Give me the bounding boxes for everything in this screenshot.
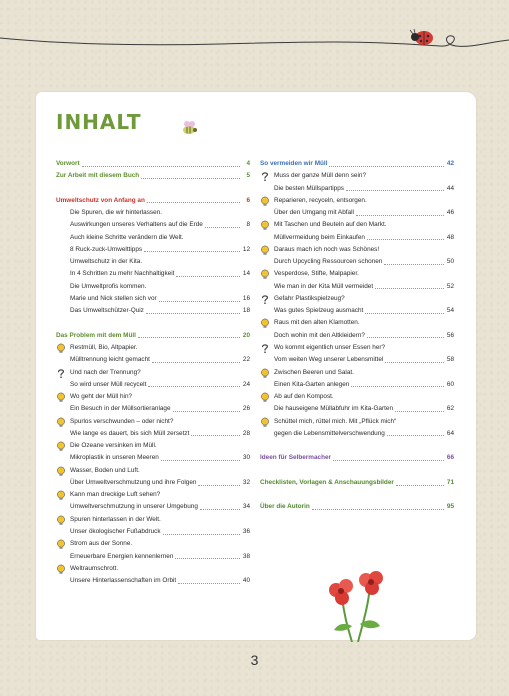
- toc-entry: [260, 379, 454, 391]
- toc-entry-text: Marie und Nick stellen sich vor: [70, 294, 157, 302]
- toc-section-heading: [56, 195, 250, 207]
- toc-dot-leader: [367, 337, 444, 338]
- toc-entry-text: Die Umweltprofis kommen.: [70, 282, 147, 290]
- toc-page-number: 26: [242, 405, 250, 413]
- question-mark-icon: [260, 294, 270, 305]
- toc-page-number: 48: [446, 233, 454, 241]
- toc-entry: [56, 281, 250, 293]
- toc-entry: [260, 183, 454, 195]
- toc-entry: [56, 305, 250, 317]
- question-mark-icon: [260, 171, 270, 182]
- toc-entry-text: Über den Umgang mit Abfall: [274, 209, 354, 217]
- toc-page-number: 95: [446, 503, 454, 511]
- toc-entry: [56, 563, 250, 575]
- toc-entry-text: Unser ökologischer Fußabdruck: [70, 527, 161, 535]
- toc-dot-leader: [175, 558, 240, 559]
- toc-section-heading: [56, 170, 250, 182]
- toc-entry: [260, 244, 454, 256]
- toc-spacer: [56, 183, 250, 195]
- toc-entry-text: Müllvermeidung beim Einkaufen: [274, 233, 365, 241]
- question-mark-icon: [56, 368, 66, 379]
- toc-entry-text: Ein Besuch in der Müllsortieranlage: [70, 405, 171, 413]
- toc-entry: [56, 416, 250, 428]
- toc-entry: [56, 501, 250, 513]
- toc-dot-leader: [161, 460, 240, 461]
- toc-section-heading: [260, 158, 454, 170]
- lightbulb-icon: [56, 564, 66, 575]
- toc-entry-text: Restmüll, Bio, Altpapier.: [70, 343, 138, 351]
- toc-dot-leader: [146, 313, 240, 314]
- toc-dot-leader: [375, 288, 444, 289]
- lightbulb-icon: [260, 196, 270, 207]
- toc-entry: [260, 342, 454, 354]
- toc-dot-leader: [351, 386, 444, 387]
- toc-entry: [260, 195, 454, 207]
- toc-page-number: 42: [446, 160, 454, 167]
- toc-page-number: 6: [246, 196, 250, 204]
- toc-entry: [260, 293, 454, 305]
- toc-dot-leader: [384, 264, 444, 265]
- toc-dot-leader: [200, 509, 240, 510]
- toc-page-number: 24: [242, 380, 250, 388]
- toc-dot-leader: [191, 435, 240, 436]
- toc-entry-text: Auch kleine Schritte verändern die Welt.: [70, 233, 184, 241]
- toc-entry-text: Durch Upcycling Ressourcen schonen: [274, 258, 383, 266]
- toc-spacer: [260, 465, 454, 477]
- toc-section-heading: [56, 158, 250, 170]
- toc-page-number: 56: [446, 331, 454, 339]
- toc-dot-leader: [312, 509, 444, 510]
- toc-entry-text: Doch wohin mit den Altkleidern?: [274, 331, 365, 339]
- toc-entry-text: Kann man dreckige Luft sehen?: [70, 491, 161, 499]
- toc-entry: [56, 367, 250, 379]
- toc-page-number: 5: [246, 172, 250, 180]
- toc-page-number: 46: [446, 209, 454, 217]
- toc-entry-text: Raus mit den alten Klamotten.: [274, 319, 360, 327]
- toc-entry: [260, 170, 454, 182]
- toc-page-number: 44: [446, 184, 454, 192]
- toc-entry-text: Und nach der Trennung?: [70, 368, 141, 376]
- toc-entry-text: Ab auf den Kompost.: [274, 393, 334, 401]
- toc-spacer: [260, 440, 454, 452]
- toc-entry: [56, 428, 250, 440]
- toc-dot-leader: [152, 362, 240, 363]
- toc-entry-text: Umweltschutz in der Kita.: [70, 258, 143, 266]
- toc-dot-leader: [356, 215, 444, 216]
- toc-entry-text: Die besten Müllspartipps: [274, 184, 344, 192]
- toc-entry: [56, 538, 250, 550]
- toc-entry-text: gegen die Lebensmittelverschwendung: [274, 429, 385, 437]
- toc-entry-text: So wird unser Müll recycelt: [70, 380, 147, 388]
- toc-dot-leader: [387, 435, 444, 436]
- toc-entry-text: Was gutes Spielzeug ausmacht: [274, 307, 364, 315]
- toc-entry-text: Zur Arbeit mit diesem Buch: [56, 172, 140, 180]
- toc-entry-text: Daraus mach ich noch was Schönes!: [274, 245, 380, 253]
- toc-dot-leader: [333, 460, 444, 461]
- toc-entry: [260, 416, 454, 428]
- lightbulb-icon: [56, 441, 66, 452]
- toc-entry: [56, 232, 250, 244]
- toc-page-number: 18: [242, 307, 250, 315]
- lightbulb-icon: [260, 318, 270, 329]
- toc-entry-text: Spurlos verschwunden – oder nicht?: [70, 417, 174, 425]
- toc-entry: [260, 232, 454, 244]
- toc-entry-text: Spuren hinterlassen in der Welt.: [70, 515, 161, 523]
- toc-dot-leader: [385, 362, 444, 363]
- toc-entry: [260, 256, 454, 268]
- toc-dot-leader: [82, 166, 240, 167]
- toc-page-number: 14: [242, 270, 250, 278]
- toc-dot-leader: [148, 386, 240, 387]
- toc-entry-text: Über Umweltverschmutzung und ihre Folgen: [70, 478, 197, 486]
- toc-page-number: 62: [446, 405, 454, 413]
- toc-page-number: 52: [446, 282, 454, 290]
- toc-page-number: 36: [242, 527, 250, 535]
- toc-page-number: 38: [242, 552, 250, 560]
- toc-entry-text: Strom aus der Sonne.: [70, 540, 133, 548]
- toc-entry-text: So vermeiden wir Müll: [260, 160, 328, 167]
- toc-page-number: 8: [246, 221, 250, 229]
- lightbulb-icon: [260, 220, 270, 231]
- toc-entry: [260, 367, 454, 379]
- toc-dot-leader: [141, 178, 240, 179]
- toc-section-heading: [260, 501, 454, 513]
- toc-entry-text: In 4 Schritten zu mehr Nachhaltigkeit: [70, 270, 175, 278]
- toc-page-number: 30: [242, 454, 250, 462]
- toc-entry-text: 8 Ruck-zuck-Umwelttipps: [70, 245, 143, 253]
- toc-entry-text: Umweltschutz von Anfang an: [56, 196, 145, 204]
- toc-spacer: [260, 489, 454, 501]
- toc-entry-text: Mülltrennung leicht gemacht: [70, 356, 150, 364]
- toc-page-number: 71: [446, 478, 454, 486]
- lightbulb-icon: [260, 368, 270, 379]
- toc-entry: [260, 207, 454, 219]
- toc-dot-leader: [138, 337, 240, 338]
- toc-entry-text: Die Spuren, die wir hinterlassen.: [70, 209, 162, 217]
- toc-page-number: 22: [242, 356, 250, 364]
- toc-entry-text: Schüttel mich, rüttel mich. Mit „Pflück mich“: [274, 417, 397, 425]
- toc-page-number: 28: [242, 429, 250, 437]
- toc-dot-leader: [365, 313, 444, 314]
- toc-page-number: 32: [242, 478, 250, 486]
- toc-section-heading: [260, 452, 454, 464]
- lightbulb-icon: [260, 392, 270, 403]
- toc-entry-text: Wasser, Boden und Luft.: [70, 466, 140, 474]
- toc-page-number: 60: [446, 380, 454, 388]
- toc-dot-leader: [346, 190, 444, 191]
- toc-entry-text: Gefahr Plastikspielzeug?: [274, 294, 345, 302]
- toc-dot-leader: [144, 251, 240, 252]
- toc-section-heading: [56, 330, 250, 342]
- toc-spacer: [56, 317, 250, 329]
- toc-entry: [260, 305, 454, 317]
- toc-entry-text: Auswirkungen unseres Verhaltens auf die Erde: [70, 221, 203, 229]
- toc-entry: [56, 244, 250, 256]
- lightbulb-icon: [56, 466, 66, 477]
- toc-dot-leader: [178, 583, 240, 584]
- toc-entry-text: Zwischen Beeren und Salat.: [274, 368, 354, 376]
- toc-page-number: 34: [242, 503, 250, 511]
- lightbulb-icon: [56, 417, 66, 428]
- bee-icon: [178, 120, 200, 136]
- page-number: 3: [250, 652, 259, 668]
- toc-page-number: 66: [446, 454, 454, 462]
- toc-entry: [260, 391, 454, 403]
- toc-entry: [56, 575, 250, 587]
- toc-entry: [260, 428, 454, 440]
- toc-dot-leader: [176, 276, 240, 277]
- toc-left-column: [56, 158, 250, 587]
- toc-right-column: [260, 158, 454, 514]
- toc-entry: [260, 403, 454, 415]
- toc-entry-text: Wie lange es dauert, bis sich Müll zersetzt: [70, 429, 190, 437]
- toc-page-number: 4: [246, 160, 250, 167]
- toc-entry-text: Umweltverschmutzung in unserer Umgebung: [70, 503, 198, 511]
- toc-entry: [56, 465, 250, 477]
- toc-dot-leader: [367, 239, 444, 240]
- flowers-illustration: [318, 566, 398, 642]
- toc-entry-text: Unsere Hinterlassenschaften im Orbit: [70, 577, 177, 585]
- toc-dot-leader: [396, 485, 444, 486]
- toc-section-heading: [260, 477, 454, 489]
- toc-entry: [56, 514, 250, 526]
- toc-entry: [56, 452, 250, 464]
- toc-entry: [56, 551, 250, 563]
- toc-entry: [260, 219, 454, 231]
- toc-page-number: 20: [242, 331, 250, 339]
- toc-entry-text: Erneuerbare Energien kennenlernen: [70, 552, 174, 560]
- toc-dot-leader: [173, 411, 240, 412]
- toc-page-number: 12: [242, 245, 250, 253]
- toc-entry: [260, 268, 454, 280]
- lightbulb-icon: [56, 392, 66, 403]
- toc-entry: [56, 219, 250, 231]
- toc-entry-text: Muss der ganze Müll denn sein?: [274, 172, 367, 180]
- toc-page-number: 64: [446, 429, 454, 437]
- toc-entry: [56, 526, 250, 538]
- toc-dot-leader: [205, 227, 240, 228]
- toc-entry: [56, 342, 250, 354]
- lightbulb-icon: [56, 490, 66, 501]
- toc-entry-text: Wo geht der Müll hin?: [70, 393, 133, 401]
- lightbulb-icon: [56, 539, 66, 550]
- lightbulb-icon: [56, 343, 66, 354]
- question-mark-icon: [260, 343, 270, 354]
- toc-entry-text: Das Umweltschützer-Quiz: [70, 307, 144, 315]
- toc-page-number: 50: [446, 258, 454, 266]
- toc-entry: [260, 317, 454, 329]
- toc-dot-leader: [198, 485, 240, 486]
- toc-entry: [56, 440, 250, 452]
- toc-entry-text: Das Problem mit dem Müll: [56, 331, 136, 339]
- toc-entry: [56, 489, 250, 501]
- toc-entry: [56, 391, 250, 403]
- toc-entry-text: Wie man in der Kita Müll vermeidet: [274, 282, 374, 290]
- toc-entry: [260, 354, 454, 366]
- toc-entry-text: Die hauseigene Müllabfuhr im Kita-Garten: [274, 405, 393, 413]
- toc-page-number: 16: [242, 294, 250, 302]
- toc-entry-text: Mikroplastik in unseren Meeren: [70, 454, 159, 462]
- toc-entry: [56, 268, 250, 280]
- lightbulb-icon: [260, 269, 270, 280]
- lightbulb-icon: [56, 515, 66, 526]
- toc-page-number: 40: [242, 577, 250, 585]
- toc-entry: [260, 330, 454, 342]
- toc-entry-text: Weltraumschrott.: [70, 564, 119, 572]
- toc-entry-text: Vorwort: [56, 160, 80, 167]
- toc-entry-text: Vesperdose, Stifte, Malpapier.: [274, 270, 359, 278]
- lightbulb-icon: [260, 417, 270, 428]
- ladybug-icon: [408, 28, 436, 46]
- toc-entry-text: Die Ozeane versinken im Müll.: [70, 442, 157, 450]
- toc-entry: [56, 403, 250, 415]
- toc-entry: [260, 281, 454, 293]
- toc-dot-leader: [147, 202, 240, 203]
- toc-entry-text: Über die Autorin: [260, 503, 310, 511]
- toc-dot-leader: [395, 411, 444, 412]
- toc-entry-text: Reparieren, recyceln, entsorgen.: [274, 196, 367, 204]
- toc-entry: [56, 256, 250, 268]
- page-title: INHALT: [56, 110, 142, 134]
- toc-page-number: 54: [446, 307, 454, 315]
- toc-entry-text: Ideen für Selbermacher: [260, 454, 332, 462]
- toc-entry: [56, 354, 250, 366]
- toc-entry-text: Checklisten, Vorlagen & Anschauungsbilder: [260, 478, 394, 486]
- toc-entry-text: Einen Kita-Garten anlegen: [274, 380, 350, 388]
- toc-page-number: 58: [446, 356, 454, 364]
- toc-dot-leader: [159, 301, 240, 302]
- lightbulb-icon: [260, 245, 270, 256]
- toc-entry: [56, 477, 250, 489]
- toc-dot-leader: [329, 166, 444, 167]
- toc-entry: [56, 293, 250, 305]
- toc-entry: [56, 379, 250, 391]
- toc-dot-leader: [163, 534, 240, 535]
- toc-entry-text: Wo kommt eigentlich unser Essen her?: [274, 343, 386, 351]
- toc-entry-text: Mit Taschen und Beuteln auf den Markt.: [274, 221, 387, 229]
- toc-entry-text: Vom weiten Weg unserer Lebensmittel: [274, 356, 384, 364]
- toc-entry: [56, 207, 250, 219]
